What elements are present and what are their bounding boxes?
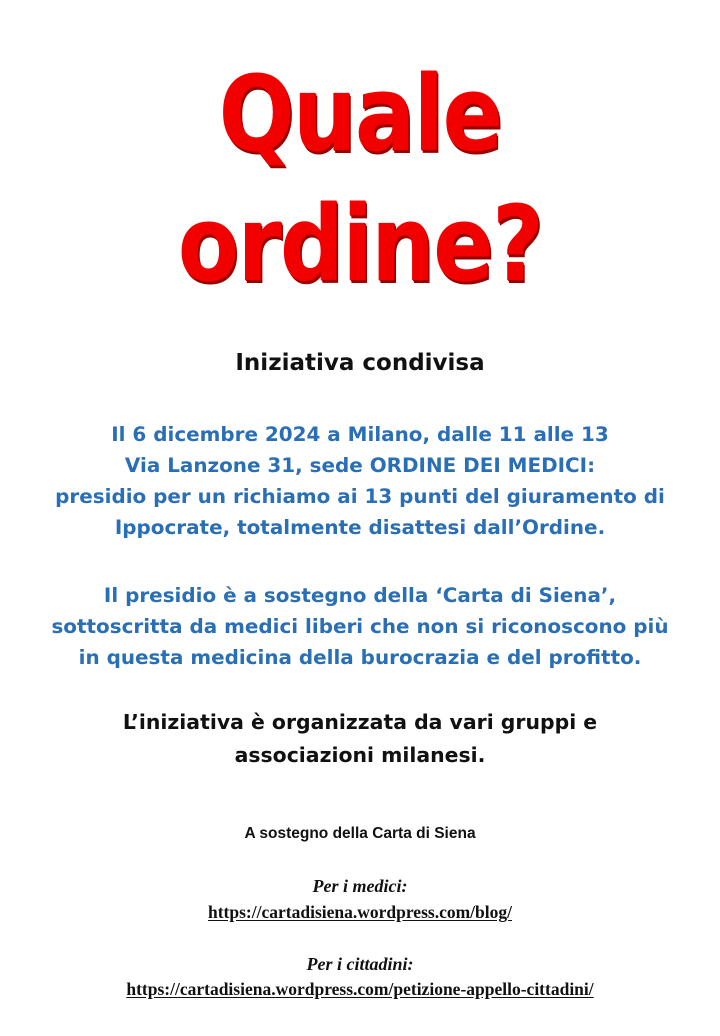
event-line: Via Lanzone 31, sede ORDINE DEI MEDICI: — [124, 454, 596, 477]
headline-line-1: Quale — [218, 53, 502, 175]
support-statement-paragraph — [0, 580, 720, 673]
headline-line-2: ordine? — [177, 183, 543, 305]
support-heading: A sostegno della Carta di Siena — [244, 825, 476, 842]
doctors-link[interactable]: https://cartadisiena.wordpress.com/blog/ — [208, 902, 512, 922]
subtitle: Iniziativa condivisa — [235, 350, 485, 376]
citizens-link[interactable]: https://cartadisiena.wordpress.com/petizione-appello-cittadini/ — [126, 979, 594, 999]
organizers-line: associazioni milanesi. — [234, 743, 486, 767]
event-line: presidio per un richiamo ai 13 punti del giuramento di — [55, 485, 665, 508]
doctors-label: Per i medici: — [312, 876, 408, 896]
organizers-paragraph — [0, 706, 720, 772]
statement-line: Il presidio è a sostegno della ‘Carta di Siena’, — [103, 584, 617, 607]
event-details-paragraph — [0, 419, 720, 543]
statement-line: sottoscritta da medici liberi che non si riconoscono più — [51, 615, 669, 638]
organizers-line: L’iniziativa è organizzata da vari gruppi e — [122, 710, 598, 734]
event-line: Il 6 dicembre 2024 a Milano, dalle 11 alle 13 — [111, 423, 609, 446]
citizens-label: Per i cittadini: — [306, 954, 414, 974]
statement-line: in questa medicina della burocrazia e del profitto. — [78, 646, 642, 669]
event-line: Ippocrate, totalmente disattesi dall’Ordine. — [114, 516, 606, 539]
